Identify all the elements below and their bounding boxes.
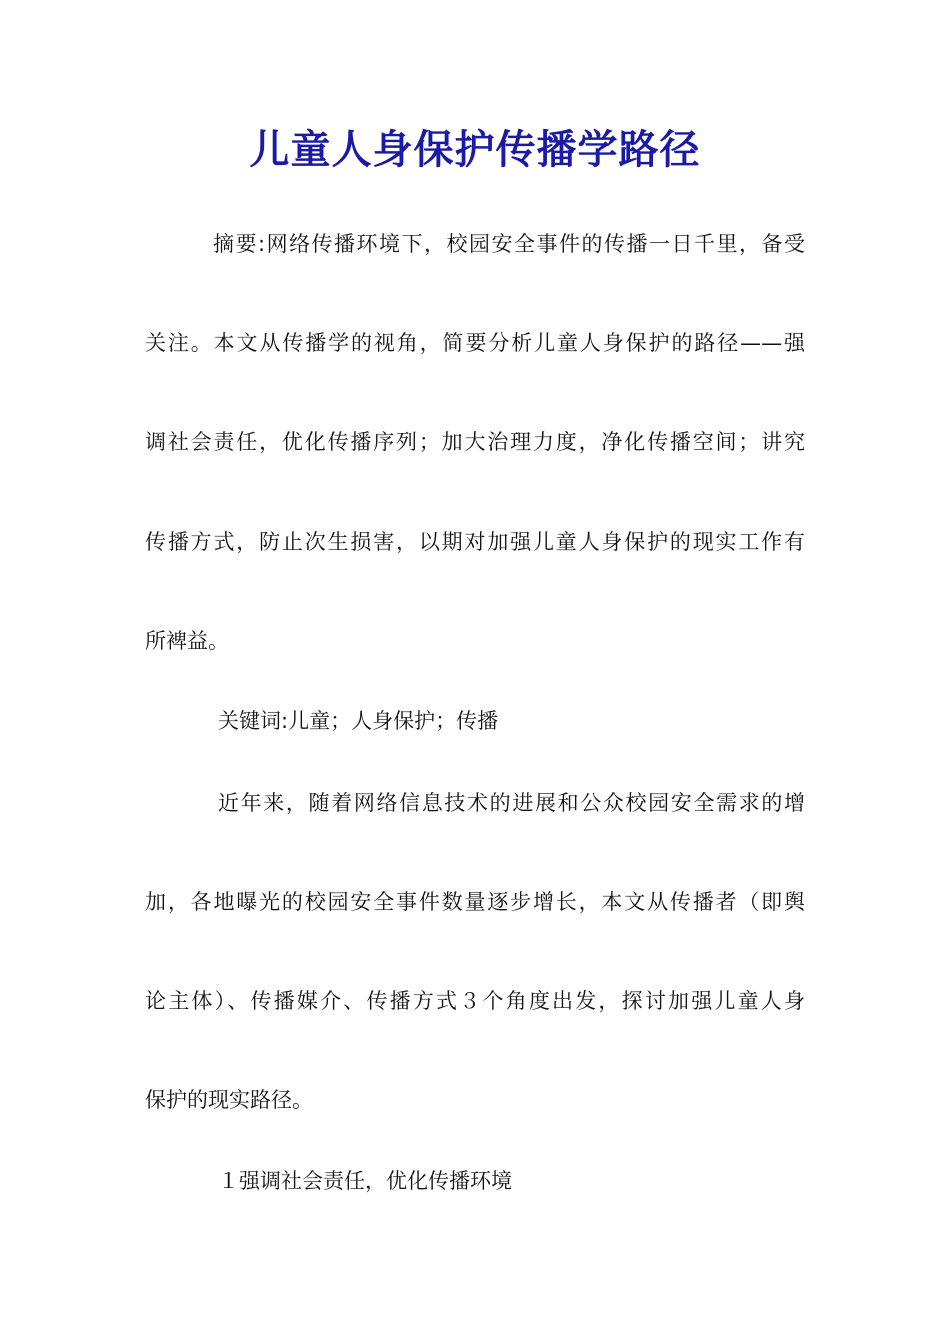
document-title: 儿童人身保护传播学路径 xyxy=(249,126,701,173)
intro-line-1: 近年来，随着网络信息技术的进展和公众校园安全需求的增 xyxy=(218,791,805,815)
abstract-line-2: 关注。本文从传播学的视角，简要分析儿童人身保护的路径——强 xyxy=(145,331,805,355)
abstract-line-4: 传播方式，防止次生损害，以期对加强儿童人身保护的现实工作有 xyxy=(145,530,805,554)
abstract-line-3: 调社会责任，优化传播序列；加大治理力度，净化传播空间；讲究 xyxy=(145,430,805,454)
intro-line-2: 加，各地曝光的校园安全事件数量逐步增长，本文从传播者（即舆 xyxy=(145,890,805,914)
section-heading: １强调社会责任，优化传播环境 xyxy=(218,1169,512,1193)
intro-line-3: 论主体）、传播媒介、传播方式３个角度出发，探讨加强儿童人身 xyxy=(145,989,805,1013)
abstract-line-1: 摘要:网络传播环境下，校园安全事件的传播一日千里，备受 xyxy=(213,232,805,256)
keywords: 关键词:儿童；人身保护；传播 xyxy=(218,709,499,733)
abstract-line-5: 所裨益。 xyxy=(145,629,229,653)
intro-line-4: 保护的现实路径。 xyxy=(145,1088,313,1112)
